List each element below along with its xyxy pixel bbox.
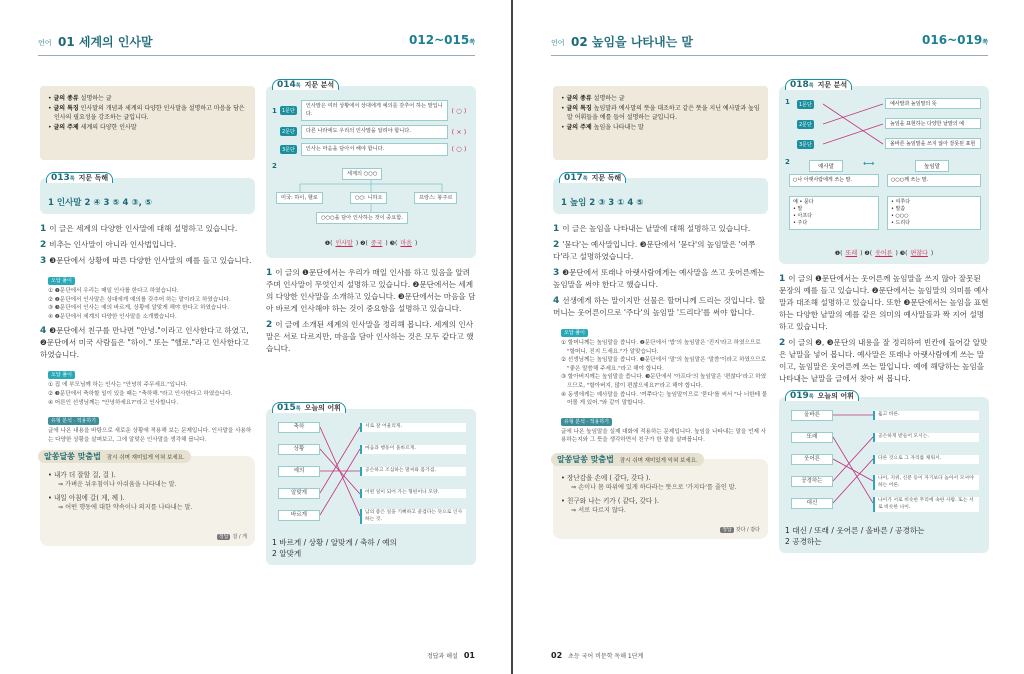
plain-speech-desc: ○나 아랫사람에게 쓰는 말. xyxy=(789,174,879,187)
vocab-word: 또래 xyxy=(791,432,833,443)
section-label: 015쪽 오늘의 어휘 xyxy=(272,402,346,413)
right-column-2 xyxy=(779,80,989,553)
analysis-diagram: 2 세계의 ○○○ 미국: 하이, 헬로 ○○: 니하오 프랑스: 봉주르 ○○○을 담아 인사하는 것이 중요함. ❶( 인사말 ) ❷( 중국 ) ❸( 마음 ) xyxy=(272,162,470,252)
section-017-answers xyxy=(553,173,768,214)
diagram-top: 세계의 ○○○ xyxy=(342,168,382,180)
answer-values: 1 높임 2 ③ 3 ① 4 ⑤ xyxy=(561,198,644,208)
diagram-bottom: ○○○을 담아 인사하는 것이 중요함. xyxy=(316,212,408,224)
answer-values: 1 인사말 2 ④ 3 ⑤ 4 ③, ⑤ xyxy=(48,198,152,208)
sub-explanation: ① ❶문단에서 우리는 매일 인사를 한다고 하였습니다. xyxy=(48,288,179,294)
vocab-match-lines xyxy=(320,421,360,531)
vocab-word: 올바른 xyxy=(791,410,833,421)
plain-speech-label: 예사말 xyxy=(809,160,843,172)
sub-explanation: ② ❸문단에서 축하할 일이 있을 때는 "축하해."라고 인사한다고 하였습니다. xyxy=(48,390,233,397)
honorific-desc: ○○○께 쓰는 말. xyxy=(887,174,981,187)
info-item: • 글의 주제 높임을 나타내는 말 xyxy=(561,123,644,131)
info-box xyxy=(40,86,255,160)
plain-speech-examples: 예 • 묻다 • 말 • 아프다 • 주다 xyxy=(789,196,879,230)
info-item: • 글의 특징 높임말과 예사말의 뜻을 대조하고 같은 뜻을 지닌 예사말과 높임말 어휘들을 예를 들어 설명하는 글입니다. xyxy=(561,104,760,122)
question-item: 2 비추는 인사말이 아니라 인사법입니다. xyxy=(40,240,177,250)
info-box xyxy=(553,86,768,160)
paragraph-tag: 1문단 xyxy=(799,102,812,108)
header-title: 02 높임을 나타내는 말 xyxy=(571,35,693,49)
question-item: 4 ❸문단에서 친구를 만나면 "안녕."이라고 인사한다고 하였고, ❷문단에서 미국 사람들은 "하이." 또는 "헬로."라고 인사한다고 하였습니다. xyxy=(40,326,249,360)
spelling-item: • 장난감을 손에 ( 같다, 갖다 ). xyxy=(561,473,651,482)
question-item: 2 이 글의 ❷, ❸문단의 내용을 잘 정리하여 빈칸에 들어갈 알맞은 낱말을 넣어 봅니다. 예사말은 또래나 아랫사람에게 쓰는 말이고, 높임말은 웃어른께 쓰는 말입니다. 예에 해당하는 높임을 나타내는 낱말을 글에서 찾아 써 봅니다. xyxy=(779,338,988,383)
spelling-box xyxy=(553,454,768,539)
vocab-word: 공경하는 xyxy=(791,476,833,487)
section-label: 019쪽 오늘의 어휘 xyxy=(785,390,859,401)
info-item: • 글의 종류 설명하는 글 xyxy=(561,95,625,102)
paragraph-tag: 2문단 xyxy=(799,122,812,128)
spelling-label: 알쏭달쏭 맞춤법 잠시 쉬며 재미있게 익혀 보세요. xyxy=(551,453,704,466)
vocab-definition: 어떤 일이 되어 가는 형편이나 모양. xyxy=(360,489,466,498)
right-column-1 xyxy=(553,86,768,539)
section-018-analysis xyxy=(779,80,989,264)
vocab-word: 바르게 xyxy=(278,510,320,521)
vocab-word: 알맞게 xyxy=(278,488,320,499)
spelling-meaning: ⇒ 손이나 몸 따위에 있게 하다라는 뜻으로 '가지다'를 줄인 말. xyxy=(571,483,737,491)
vocab-word: 상황 xyxy=(278,444,320,455)
sub-explanation: ④ 어른인 선생님께는 "안녕하세요?"라고 인사합니다. xyxy=(48,399,179,406)
vocab-definition: 남의 좋은 일을 기뻐하고 즐겁다는 뜻으로 인사하는 것. xyxy=(360,509,466,524)
honorific-examples: • 여쭈다 • 말씀 • ○○○ • 드리다 xyxy=(887,196,981,230)
spelling-meaning: ⇒ 서로 다르지 않다. xyxy=(571,506,626,514)
question-item: 1 이 글의 ❶문단에서는 우리가 매일 인사를 하고 있음을 알려주며 인사말이 무엇인지 설명하고 있습니다. ❷문단에서는 세계의 다양한 인사말을 소개하고 있습니다. ❸문단에서는 마음을 담아 바르게 인사해야 하는 것이 중요함을 설명하고 있습니다. xyxy=(266,268,476,313)
wrong-answer-badge: 오답 풀이 xyxy=(48,371,75,379)
spelling-answer: 정답 걸 / 게 xyxy=(218,534,247,541)
spelling-meaning: ⇒ 어떤 행동에 대한 약속이나 의지를 나타내는 말. xyxy=(58,504,193,512)
section-019-vocab xyxy=(779,391,989,553)
speech-comparison: 2 예사말 ⟷ 높임말 ○나 아랫사람에게 쓰는 말. ○○○께 쓰는 말. 예 • 묻다 • 말 • 아프다 • 주다 • 여쭈다 • 말씀 • ○○○ • 드리다 ❶( 또래 ) ❷( 웃어른 ) ❸( 편찮다 ) xyxy=(785,158,983,258)
sub-explanation: ① 할머니께는 높임말을 씁니다. ❷문단에서 '밥'의 높임말은 '진지'라고 하였으므로 "할머니, 진지 드세요."가 알맞습니다. xyxy=(561,340,761,355)
wrong-answer-badge: 오답 풀이 xyxy=(561,329,588,337)
vocab-answer-line: 1 대신 / 또래 / 웃어른 / 올바른 / 공경하는 xyxy=(785,526,925,535)
right-footer: 02 초등 국어 비문학 독해 1단계 xyxy=(551,651,644,660)
header-range: 016~019쪽 xyxy=(922,33,988,47)
question-item: 1 이 글의 ❶문단에서는 웃어른께 높임말을 쓰지 않아 잘못된 문장의 예를 들고 있습니다. ❷문단에서는 높임말의 의미를 예사말과 대조해 설명하고 있습니다. 또한 ❸문단에서는 높임을 표현하는 다양한 낱말의 예를 같은 의미의 예사말들과 짝 지어 설명하고 있습니다. xyxy=(779,274,989,331)
paragraph-matching: 1 1문단 2문단 3문단 예사말과 높임말의 뜻 높임을 표현하는 다양한 낱말의 예 올바른 높임말을 쓰지 않아 잘못된 표현 xyxy=(785,96,983,154)
paragraph-summary: 예사말과 높임말의 뜻 xyxy=(885,98,981,109)
question-item: 1 이 글은 높임을 나타내는 낱말에 대해 설명하고 있습니다. xyxy=(553,224,751,234)
type-analysis-badge: 유형 분석 · 적용하기 xyxy=(48,417,99,425)
info-item: • 글의 주제 세계의 다양한 인사말 xyxy=(48,123,137,131)
section-label: 017쪽 지문 독해 xyxy=(559,172,626,183)
section-label: 013쪽 지문 독해 xyxy=(46,172,113,183)
info-item: • 글의 종류 설명하는 글 xyxy=(48,95,112,102)
wrong-answer-badge: 오답 풀이 xyxy=(48,277,75,285)
double-arrow-icon: ⟷ xyxy=(863,159,875,168)
diagram-fill-answers: ❶( 또래 ) ❷( 웃어른 ) ❸( 편찮다 ) xyxy=(834,250,934,257)
vocab-answers xyxy=(272,537,470,559)
vocab-word: 대신 xyxy=(791,498,833,509)
paragraph-tag: 3문단 xyxy=(799,142,812,148)
type-analysis-text: 글에 나온 높임말을 실제 대화에 적용하는 문제입니다. 높임을 나타내는 말을 언제 사용하는지와 그 뜻을 생각하면서 친구가 한 말을 살펴봅니다. xyxy=(561,428,767,444)
spelling-item: • 내일 아침에 갈( 게, 께 ). xyxy=(48,494,125,503)
vocab-matching xyxy=(785,409,983,519)
paragraph-match-lines xyxy=(823,96,883,154)
header-range: 012~015쪽 xyxy=(409,33,475,47)
vocab-match-lines xyxy=(833,409,873,519)
diagram-center: ○○: 니하오 xyxy=(350,192,387,204)
spelling-item: • 친구와 나는 키가 ( 같다, 갖다 ). xyxy=(561,496,659,505)
section-label: 014쪽 지문 분석 xyxy=(272,79,339,90)
header-title: 01 세계의 인사말 xyxy=(58,35,153,49)
analysis-row: 1 1문단 인사말은 여러 상황에서 상대에게 예의를 갖추어 하는 말입니다. ( ○ ) xyxy=(272,100,470,121)
vocab-word: 예의 xyxy=(278,466,320,477)
diagram-right: 프랑스: 봉주르 xyxy=(414,192,457,204)
spelling-item: • 내가 더 잘할 걸, 걸 ). xyxy=(48,471,116,480)
right-page xyxy=(513,0,1024,674)
sub-explanation: ③ 할아버지께는 높임말을 씁니다. ❸문단에서 '아프다'의 높임말은 '편찮다'라고 하였으므로, "할아버지, 많이 편찮으세요?"라고 해야 합니다. xyxy=(561,374,767,389)
section-014-analysis xyxy=(266,80,476,258)
sub-explanation: ② 선생님께는 높임말을 씁니다. ❸문단에서 '말'의 높임말은 '말씀'이라고 하였으므로 "좋은 말씀해 주세요."라고 해야 합니다. xyxy=(561,357,767,372)
vocab-definition: 나이, 지위, 신분 등이 자기보다 높아서 모셔야 하는 어른. xyxy=(873,475,979,490)
section-label: 018쪽 지문 분석 xyxy=(785,79,852,90)
left-footer: 정답과 해설 01 xyxy=(426,651,475,660)
vocab-answers xyxy=(785,525,983,547)
vocab-answer-line: 1 바르게 / 상황 / 알맞게 / 축하 / 예의 xyxy=(272,538,397,547)
paragraph-summary: 높임을 표현하는 다양한 낱말의 예 xyxy=(885,118,981,129)
sub-explanation: ③ ❸문단에서 인사는 예의 바르게, 상황에 알맞게 해야 한다고 하였습니다. xyxy=(48,305,229,312)
vocab-definition: 나이가 서로 비슷한 무리에 속한 사람. 또는 서로 비슷한 나이. xyxy=(873,497,979,512)
analysis-row: 2문단 다른 나라에도 우리의 인사말을 알려야 합니다. ( × ) xyxy=(272,125,470,139)
paragraph-summary: 올바른 높임말을 쓰지 않아 잘못된 표현 xyxy=(885,138,981,149)
honorific-label: 높임말 xyxy=(915,160,949,172)
question-item: 1 이 글은 세계의 다양한 인사말에 대해 설명하고 있습니다. xyxy=(40,224,238,234)
type-analysis-text: 글에 나온 내용을 바탕으로 새로운 상황에 적용해 보는 문제입니다. 인사말을 사용하는 다양한 상황을 살펴보고, 그에 알맞은 인사말을 생각해 봅니다. xyxy=(48,428,252,443)
vocab-definition: 공손하게 받들어 모시는. xyxy=(873,433,979,442)
vocab-matching xyxy=(272,421,470,531)
sub-explanation: ④ 동생에게는 예사말을 씁니다. '여쭈다'는 높임말이므로 '묻다'를 써서 "나 너한테 물어볼 게 있어."와 같이 말합니다. xyxy=(561,391,768,407)
sub-explanation: ① 집 에 부모님께 하는 인사는 "안녕히 주무세요."입니다. xyxy=(48,382,188,389)
question-item: 4 선생에게 하는 말이지만 선물은 할머니께 드리는 것입니다. 할머니는 웃어른이므로 '주다'의 높임말 '드리다'를 써야 합니다. xyxy=(553,296,765,317)
left-column-2 xyxy=(266,80,476,565)
vocab-definition: 다른 것으로 그 자리를 채워서. xyxy=(873,455,979,464)
vocab-definition: 옳고 바른. xyxy=(873,411,979,420)
vocab-definition: 공손하고 조심하는 말씨와 몸가짐. xyxy=(360,467,466,476)
section-015-vocab xyxy=(266,403,476,565)
sub-explanation: ④ ❷문단에서 세계의 다양한 인사말을 소개했습니다. xyxy=(48,313,177,320)
section-013-answers xyxy=(40,173,255,214)
left-page xyxy=(0,0,511,674)
diagram-left: 미국: 하이, 헬로 xyxy=(276,192,323,204)
left-header xyxy=(38,30,475,56)
info-item: • 글의 특징 인사말의 개념과 세계의 다양한 인사말을 설명하고 마음을 담은 인사의 필요성을 강조하는 글입니다. xyxy=(48,104,245,122)
spelling-meaning: ⇒ 가벼운 뉘우침이나 아쉬움을 나타내는 말. xyxy=(58,481,177,489)
spelling-box xyxy=(40,452,255,546)
type-analysis-badge: 유형 분석 · 적용하기 xyxy=(561,418,612,426)
vocab-word: 축하 xyxy=(278,422,320,433)
vocab-answer-line: 2 알맞게 xyxy=(272,549,302,558)
vocab-definition: 마음과 행동이 올바르게. xyxy=(360,445,466,454)
vocab-word: 웃어른 xyxy=(791,454,833,465)
spelling-label: 알쏭달쏭 맞춤법 잠시 쉬며 재미있게 익혀 보세요. xyxy=(38,450,191,463)
question-item: 3 ❸문단에서 또래나 아랫사람에게는 예사말을 쓰고 웃어른께는 높임말을 써야 한다고 했습니다. xyxy=(553,268,765,289)
question-item: 2 이 글에 소개된 세계의 인사말을 정리해 봅니다. 세계의 인사말은 서로 다르지만, 마음을 담아 인사하는 것은 모두 같다고 했습니다. xyxy=(266,320,474,353)
question-item: 2 '묻다'는 예사말입니다. ❸문단에서 '묻다'의 높임말은 '여쭈다'라고 설명하였습니다. xyxy=(553,240,756,261)
header-tag: 언어 xyxy=(38,39,52,47)
sub-explanation: ② ❷문단에서 인사말은 상대에게 예의를 갖추어 하는 말이라고 하였습니다. xyxy=(48,296,231,303)
right-header xyxy=(551,30,988,56)
vocab-definition: 서로 잘 어울리게. xyxy=(360,423,466,432)
vocab-answer-line: 2 공경하는 xyxy=(785,537,822,546)
header-tag: 언어 xyxy=(551,39,565,47)
diagram-fill-answers: ❶( 인사말 ) ❷( 중국 ) ❸( 마음 ) xyxy=(324,240,418,247)
spelling-answer: 정답 갖다 / 같다 xyxy=(722,526,760,533)
question-item: 3 ❸문단에서 상황에 따른 다양한 인사말의 예를 들고 있습니다. xyxy=(40,256,252,266)
analysis-row: 3문단 인사는 마음을 담아서 해야 합니다. ( ○ ) xyxy=(272,143,470,157)
left-column-1 xyxy=(40,86,255,546)
